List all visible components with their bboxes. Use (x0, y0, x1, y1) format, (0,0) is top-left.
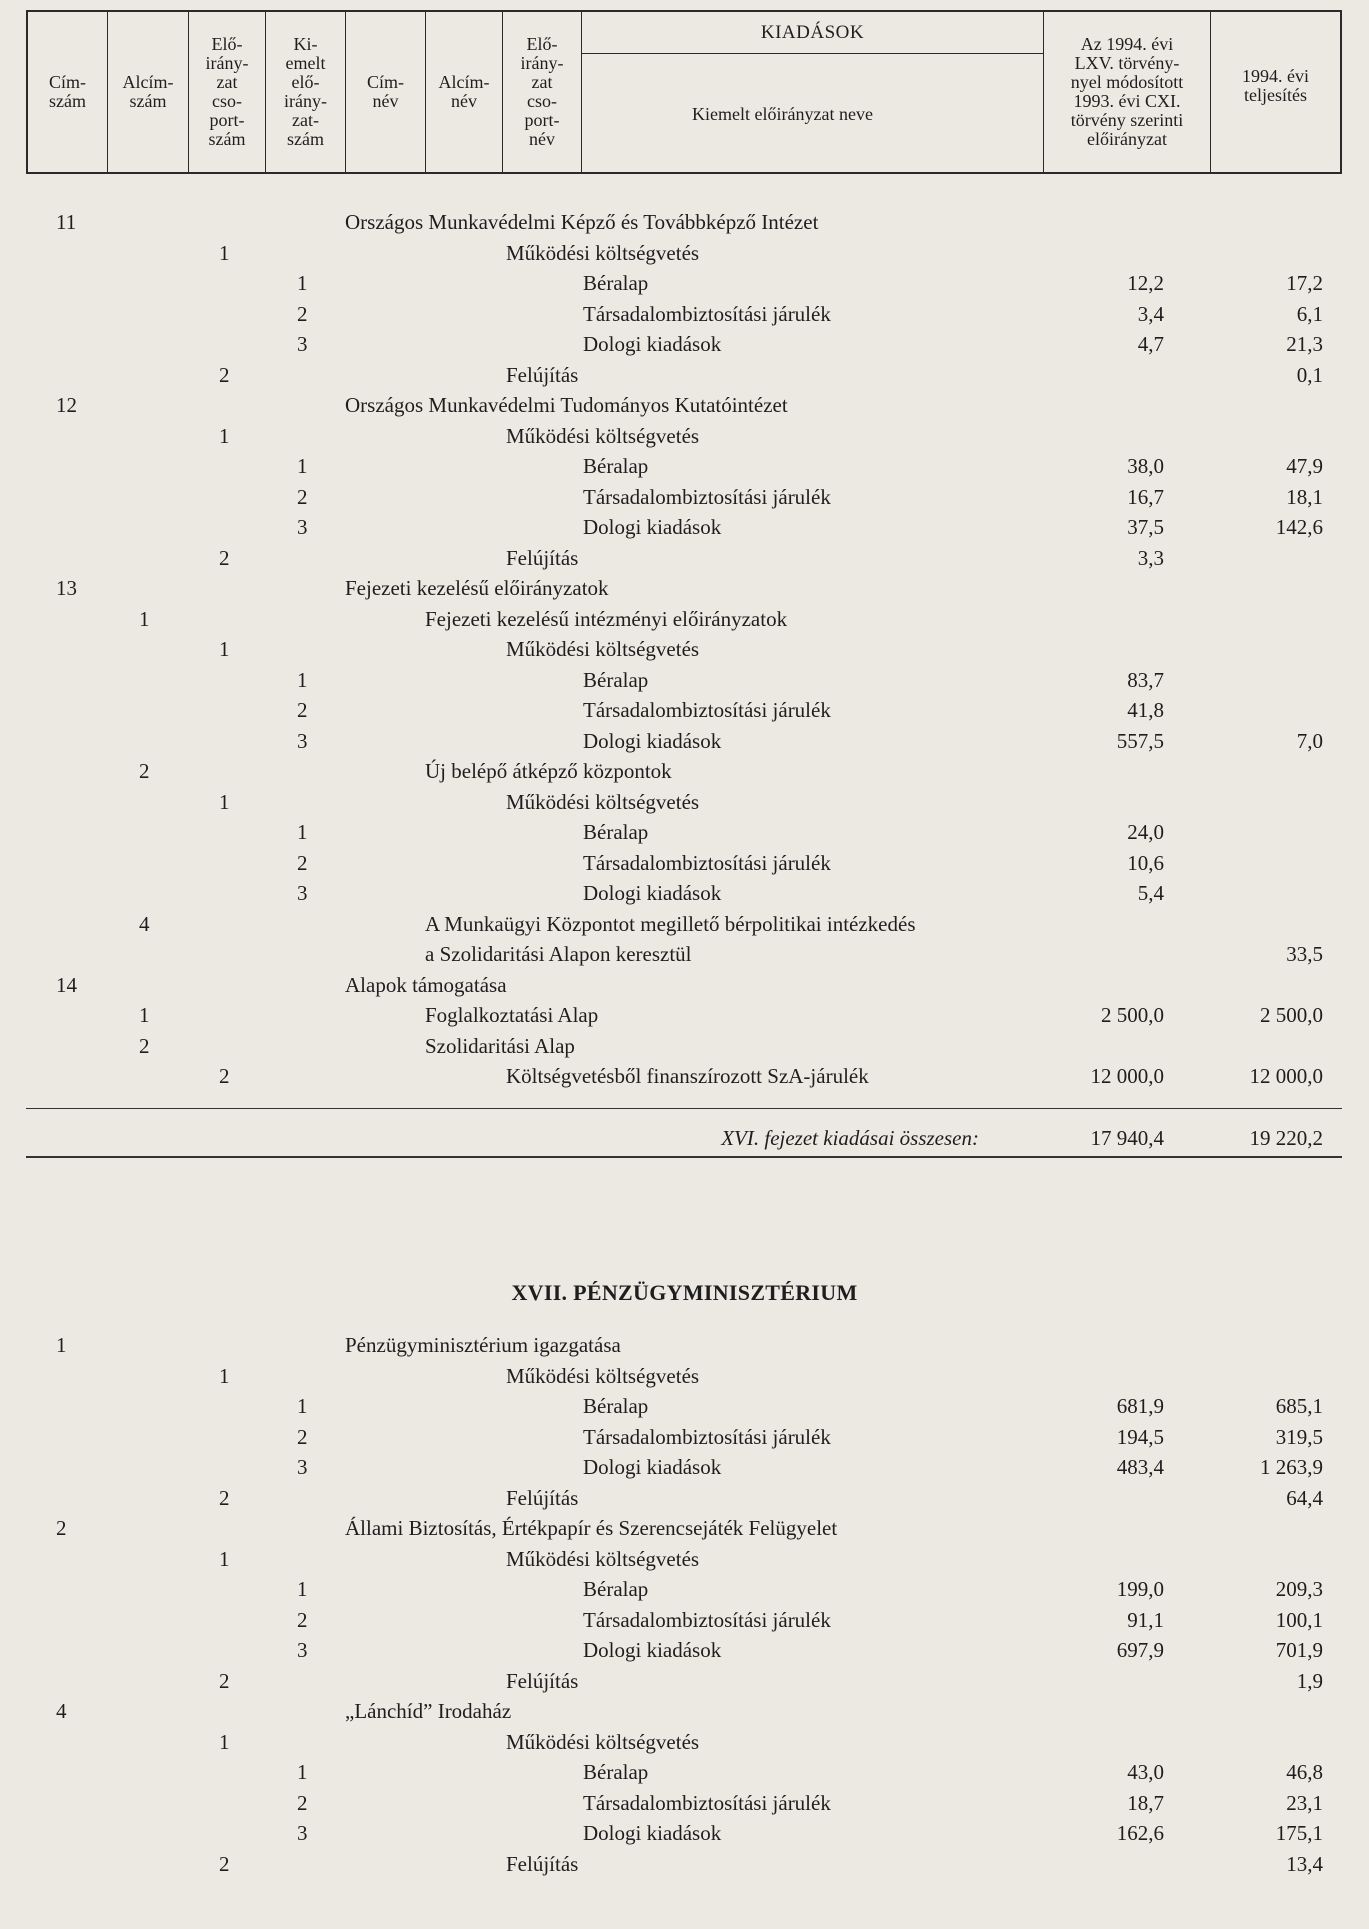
divider-line-bottom (26, 1156, 1342, 1158)
table-row (0, 329, 1369, 359)
row-number: 1 (219, 1546, 230, 1571)
row-number: 1 (219, 789, 230, 814)
row-value-teljesites: 685,1 (1275, 1394, 1323, 1418)
row-name: Társadalombiztosítási járulék (583, 484, 831, 509)
total-label: XVI. fejezet kiadásai összesen: (721, 1126, 979, 1150)
row-name: Szolidaritási Alap (425, 1033, 575, 1058)
table-row (0, 848, 1369, 878)
row-name: Dologi kiadások (583, 1455, 722, 1479)
table-row (0, 1391, 1369, 1421)
row-number: 1 (297, 1760, 308, 1784)
row-value-eloiranyzat: 199,0 (1116, 1577, 1164, 1601)
row-number: 2 (297, 698, 308, 722)
row-number: 3 (297, 332, 308, 356)
row-number: 1 (139, 606, 150, 631)
row-number: 11 (56, 210, 77, 234)
table-row (0, 238, 1369, 268)
row-value-eloiranyzat: 91,1 (1127, 1607, 1164, 1632)
row-name: Fejezeti kezelésű előirányzatok (345, 576, 609, 600)
table-row (0, 604, 1369, 634)
row-number: 3 (297, 1638, 308, 1662)
row-value-teljesites: 319,5 (1275, 1424, 1323, 1449)
row-name: Működési költségvetés (506, 637, 700, 661)
header-cim-szam (28, 12, 108, 172)
header-teljesites-label: 1994. évi teljesítés (1242, 66, 1309, 105)
table-row (0, 451, 1369, 481)
row-number: 1 (297, 667, 308, 692)
row-value-eloiranyzat: 16,7 (1127, 484, 1164, 509)
row-number: 3 (297, 515, 308, 539)
row-number: 2 (139, 1033, 150, 1058)
row-value-teljesites: 64,4 (1286, 1485, 1323, 1510)
row-name: Dologi kiadások (583, 1821, 722, 1845)
table-row (0, 543, 1369, 573)
table-row (0, 939, 1369, 969)
row-name: Dologi kiadások (583, 728, 722, 753)
row-value-teljesites: 46,8 (1286, 1760, 1323, 1784)
row-name: Társadalombiztosítási járulék (583, 1424, 831, 1449)
row-number: 3 (297, 881, 308, 905)
row-number: 1 (56, 1333, 67, 1357)
row-number: 3 (297, 1455, 308, 1479)
row-name: „Lánchíd” Irodaház (345, 1699, 512, 1723)
header-cim-nev (346, 12, 426, 172)
row-number: 2 (219, 1064, 230, 1088)
row-number: 1 (219, 637, 230, 661)
header-kiemelt-eloiranyzat-szam-label: Ki- emelt elő- irány- zat- szám (284, 34, 327, 149)
table-row (0, 787, 1369, 817)
row-value-eloiranyzat: 38,0 (1127, 454, 1164, 478)
header-eloiranyzat-csoport-szam (189, 12, 266, 172)
row-number: 1 (297, 1577, 308, 1601)
table-row (0, 512, 1369, 542)
row-value-teljesites: 2 500,0 (1260, 1003, 1323, 1027)
row-value-eloiranyzat: 4,7 (1137, 332, 1164, 356)
table-row (0, 1818, 1369, 1848)
row-number: 1 (297, 271, 308, 295)
header-modositott-label: Az 1994. évi LXV. törvény- nyel módosított 1993. évi CXI. törvény szerinti előirányzat (1070, 34, 1184, 149)
header-kiemelt-eloiranyzat-szam (266, 12, 346, 172)
row-name: Béralap (583, 1394, 649, 1418)
table-row (0, 1330, 1369, 1360)
row-value-teljesites: 18,1 (1286, 484, 1323, 509)
row-name: Társadalombiztosítási járulék (583, 698, 831, 722)
table-row (0, 360, 1369, 390)
total-value-teljesites: 19 220,2 (1249, 1126, 1323, 1150)
row-number: 2 (56, 1516, 67, 1540)
row-number: 4 (139, 911, 150, 936)
table-row (0, 1849, 1369, 1879)
row-name: Béralap (583, 1760, 649, 1784)
row-number: 1 (219, 1363, 230, 1388)
row-value-teljesites: 0,1 (1296, 362, 1323, 387)
table-row (0, 817, 1369, 847)
row-value-eloiranyzat: 12 000,0 (1090, 1064, 1164, 1088)
row-number: 2 (297, 850, 308, 875)
total-row (0, 1123, 1369, 1153)
row-number: 2 (297, 301, 308, 326)
row-name: Felújítás (506, 1668, 579, 1693)
row-value-eloiranyzat: 681,9 (1116, 1394, 1164, 1418)
row-number: 1 (219, 1729, 230, 1754)
row-value-teljesites: 23,1 (1286, 1790, 1323, 1815)
header-eloiranyzat-csoport-nev-label: Elő- irány- zat cso- port- név (520, 34, 564, 149)
row-number: 1 (139, 1003, 150, 1027)
row-name: Foglalkoztatási Alap (425, 1003, 599, 1027)
row-value-teljesites: 1,9 (1296, 1668, 1323, 1693)
row-number: 3 (297, 1821, 308, 1845)
row-name: Béralap (583, 454, 649, 478)
row-name: Országos Munkavédelmi Tudományos Kutatóintézet (345, 393, 788, 417)
row-number: 2 (219, 362, 230, 387)
row-name: Felújítás (506, 1851, 579, 1876)
table-row (0, 634, 1369, 664)
table-row (0, 1635, 1369, 1665)
row-name: Költségvetésből finanszírozott SzA-járulék (506, 1064, 869, 1088)
row-value-eloiranyzat: 10,6 (1127, 850, 1164, 875)
header-eloiranyzat-csoport-nev (503, 12, 582, 172)
row-name: Pénzügyminisztérium igazgatása (345, 1333, 621, 1357)
row-value-teljesites: 21,3 (1286, 332, 1323, 356)
header-alcim-szam (108, 12, 189, 172)
header-alcim-nev (426, 12, 503, 172)
row-number: 2 (219, 1851, 230, 1876)
row-value-eloiranyzat: 24,0 (1127, 820, 1164, 844)
row-value-teljesites: 175,1 (1275, 1821, 1323, 1845)
row-name: Új belépő átképző központok (425, 759, 672, 783)
table-row (0, 573, 1369, 603)
row-number: 1 (297, 820, 308, 844)
row-name: Működési költségvetés (506, 789, 700, 814)
row-value-eloiranyzat: 43,0 (1127, 1760, 1164, 1784)
row-name: a Szolidaritási Alapon keresztül (425, 942, 692, 966)
table-row (0, 1544, 1369, 1574)
table-row (0, 1452, 1369, 1482)
divider-line (26, 1108, 1342, 1109)
table-row (0, 390, 1369, 420)
table-row (0, 970, 1369, 1000)
row-value-teljesites: 17,2 (1286, 271, 1323, 295)
table-row (0, 878, 1369, 908)
row-name: Működési költségvetés (506, 423, 700, 448)
row-name: Működési költségvetés (506, 1546, 700, 1571)
row-number: 2 (139, 759, 150, 783)
row-name: Béralap (583, 820, 649, 844)
row-name: Dologi kiadások (583, 332, 722, 356)
row-value-teljesites: 1 263,9 (1260, 1455, 1323, 1479)
row-number: 2 (219, 1668, 230, 1693)
row-number: 2 (297, 1424, 308, 1449)
row-name: Dologi kiadások (583, 1638, 722, 1662)
table-row (0, 1361, 1369, 1391)
row-number: 2 (219, 1485, 230, 1510)
row-name: Béralap (583, 667, 649, 692)
table-row (0, 1483, 1369, 1513)
row-name: Működési költségvetés (506, 240, 700, 265)
row-number: 3 (297, 728, 308, 753)
row-value-eloiranyzat: 3,4 (1137, 301, 1164, 326)
row-number: 2 (297, 484, 308, 509)
row-name: Fejezeti kezelésű intézményi előirányzatok (425, 606, 788, 631)
row-name: Dologi kiadások (583, 881, 722, 905)
header-modositott-eloiranyzat (1043, 12, 1211, 172)
table-row (0, 756, 1369, 786)
table-row (0, 1574, 1369, 1604)
row-value-teljesites: 12 000,0 (1249, 1064, 1323, 1088)
table-row (0, 1696, 1369, 1726)
table-row (0, 1513, 1369, 1543)
row-value-eloiranyzat: 194,5 (1116, 1424, 1164, 1449)
header-cim-nev-label: Cím- név (366, 72, 404, 111)
row-value-eloiranyzat: 5,4 (1137, 881, 1164, 905)
table-row (0, 726, 1369, 756)
row-value-teljesites: 100,1 (1275, 1607, 1323, 1632)
row-number: 1 (297, 1394, 308, 1418)
row-value-eloiranyzat: 2 500,0 (1101, 1003, 1164, 1027)
header-alcim-nev-label: Alcím- név (438, 72, 490, 111)
row-name: Társadalombiztosítási járulék (583, 850, 831, 875)
table-row (0, 909, 1369, 939)
table-row (0, 1605, 1369, 1635)
row-number: 1 (297, 454, 308, 478)
row-value-eloiranyzat: 37,5 (1127, 515, 1164, 539)
row-value-teljesites: 6,1 (1296, 301, 1323, 326)
total-value-eloiranyzat: 17 940,4 (1090, 1126, 1164, 1150)
table-row (0, 1061, 1369, 1091)
table-row (0, 1757, 1369, 1787)
row-value-teljesites: 701,9 (1275, 1638, 1323, 1662)
table-row (0, 207, 1369, 237)
table-row (0, 1031, 1369, 1061)
row-name: Országos Munkavédelmi Képző és Továbbképző Intézet (345, 210, 819, 234)
row-value-eloiranyzat: 483,4 (1116, 1455, 1164, 1479)
table-row (0, 665, 1369, 695)
row-value-teljesites: 7,0 (1296, 728, 1323, 753)
header-kiemelt-eloiranyzat-neve (582, 54, 1043, 174)
row-name: Felújítás (506, 362, 579, 387)
header-teljesites (1211, 12, 1340, 172)
row-name: Dologi kiadások (583, 515, 722, 539)
header-cim-szam-label: Cím- szám (48, 72, 86, 111)
row-value-eloiranyzat: 162,6 (1116, 1821, 1164, 1845)
row-value-teljesites: 47,9 (1286, 454, 1323, 478)
table-row (0, 482, 1369, 512)
row-value-eloiranyzat: 557,5 (1116, 728, 1164, 753)
row-name: A Munkaügyi Központot megillető bérpolitikai intézkedés (425, 911, 916, 936)
section-title: XVII. PÉNZÜGYMINISZTÉRIUM (511, 1280, 858, 1305)
row-name: Társadalombiztosítási járulék (583, 1790, 831, 1815)
row-name: Társadalombiztosítási járulék (583, 1607, 831, 1632)
row-value-teljesites: 142,6 (1275, 515, 1323, 539)
row-value-eloiranyzat: 697,9 (1116, 1638, 1164, 1662)
row-name: Társadalombiztosítási járulék (583, 301, 831, 326)
row-name: Alapok támogatása (345, 972, 507, 997)
row-number: 2 (297, 1607, 308, 1632)
row-number: 2 (219, 545, 230, 570)
row-value-teljesites: 209,3 (1275, 1577, 1323, 1601)
row-name: Állami Biztosítás, Értékpapír és Szerencsejáték Felügyelet (345, 1516, 838, 1540)
row-number: 13 (56, 576, 77, 600)
row-value-eloiranyzat: 3,3 (1137, 545, 1164, 570)
row-name: Működési költségvetés (506, 1729, 700, 1754)
row-name: Működési költségvetés (506, 1363, 700, 1388)
table-row (0, 268, 1369, 298)
row-value-eloiranyzat: 83,7 (1127, 667, 1164, 692)
table-row (0, 1788, 1369, 1818)
table-header (26, 10, 1342, 174)
row-value-eloiranyzat: 41,8 (1127, 698, 1164, 722)
table-row (0, 695, 1369, 725)
table-row (0, 299, 1369, 329)
row-number: 2 (297, 1790, 308, 1815)
row-value-teljesites: 33,5 (1286, 942, 1323, 966)
row-number: 14 (56, 972, 77, 997)
row-value-teljesites: 13,4 (1286, 1851, 1323, 1876)
table-row (0, 1422, 1369, 1452)
row-name: Béralap (583, 271, 649, 295)
row-number: 4 (56, 1699, 67, 1723)
header-eloiranyzat-csoport-szam-label: Elő- irány- zat cso- port- szám (205, 34, 249, 149)
row-name: Béralap (583, 1577, 649, 1601)
header-kiemelt-eloiranyzat-neve-label: Kiemelt előirányzat neve (692, 103, 873, 124)
row-name: Felújítás (506, 545, 579, 570)
header-alcim-szam-label: Alcím- szám (122, 72, 174, 111)
row-name: Felújítás (506, 1485, 579, 1510)
row-number: 12 (56, 393, 77, 417)
table-row (0, 1000, 1369, 1030)
row-number: 1 (219, 423, 230, 448)
row-value-eloiranyzat: 12,2 (1127, 271, 1164, 295)
row-value-eloiranyzat: 18,7 (1127, 1790, 1164, 1815)
header-kiadasok: KIADÁSOK (582, 12, 1043, 54)
table-row (0, 421, 1369, 451)
table-row (0, 1666, 1369, 1696)
table-row (0, 1727, 1369, 1757)
row-number: 1 (219, 240, 230, 265)
